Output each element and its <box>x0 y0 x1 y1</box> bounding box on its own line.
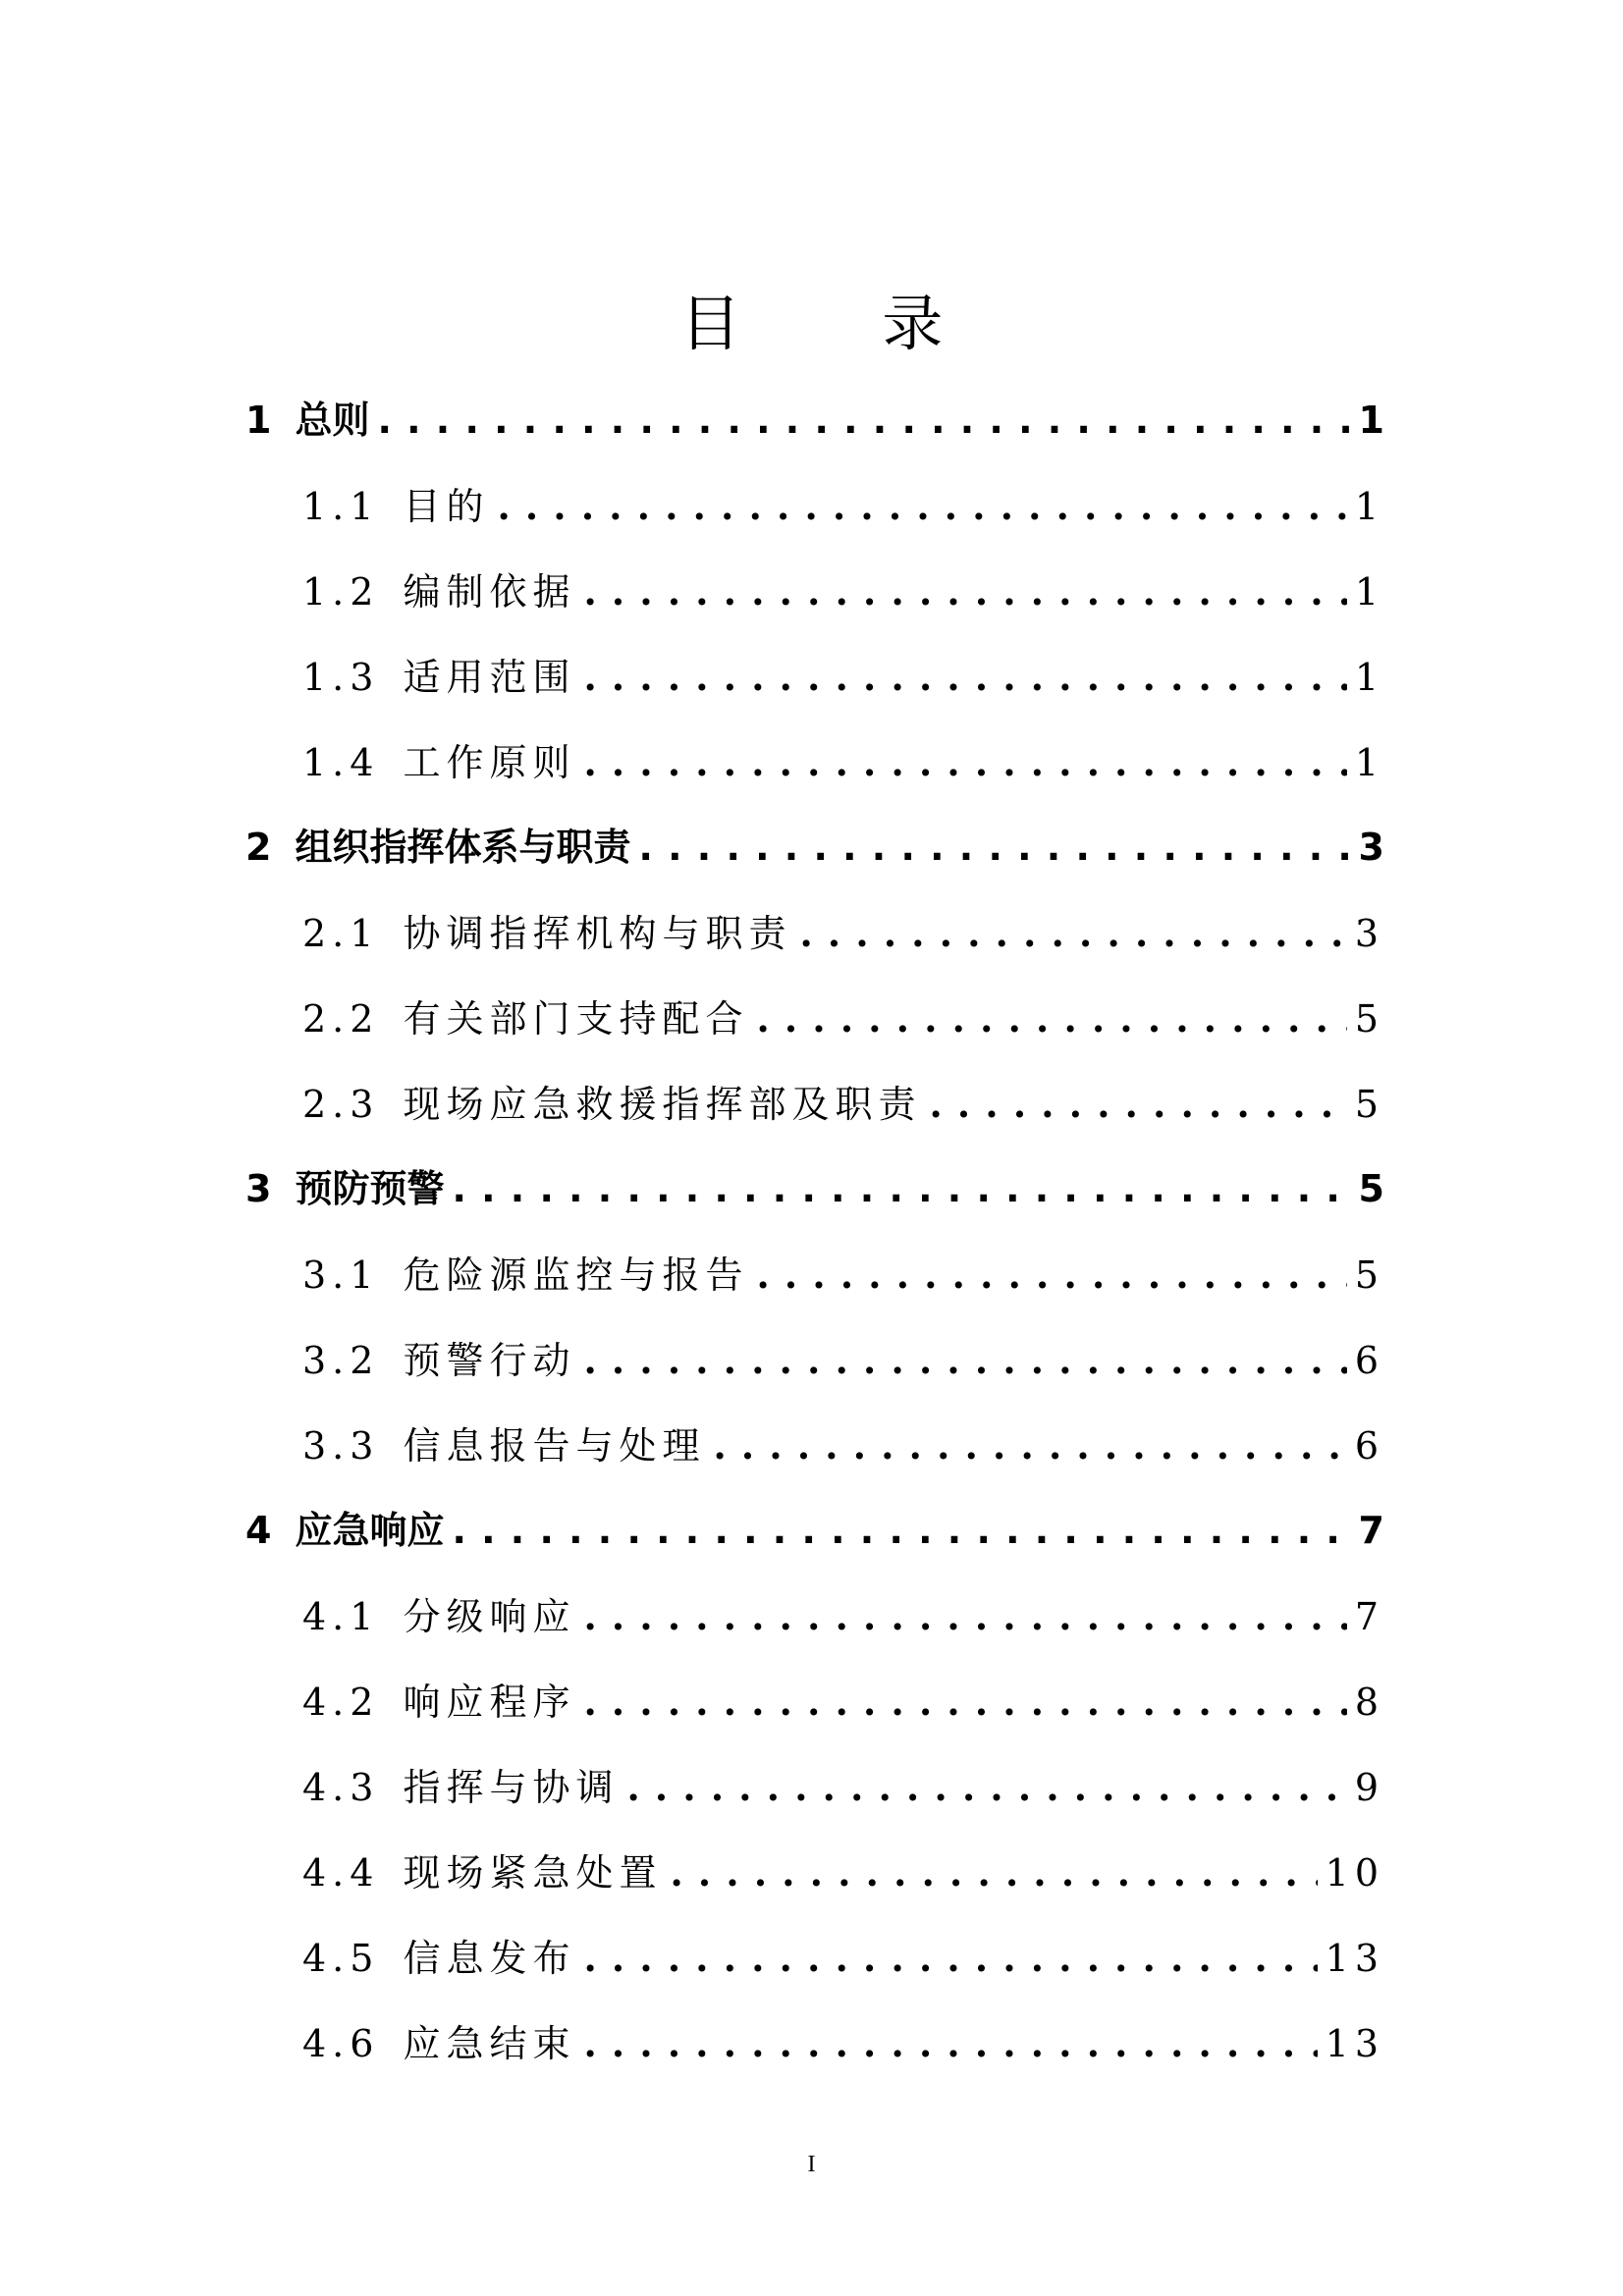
toc-section-entry[interactable] <box>245 890 1384 976</box>
toc-entry-number: 1.3 <box>302 656 380 699</box>
toc-entry-page-number: 7 <box>1358 1509 1384 1552</box>
toc-entry-title: 目的 <box>403 485 490 528</box>
toc-entry-page-number: 5 <box>1354 997 1384 1041</box>
toc-dot-leader <box>583 1574 1346 1659</box>
toc-dot-leader <box>626 1744 1346 1830</box>
toc-entry-number: 4.5 <box>302 1937 380 1980</box>
toc-entry-title: 应急结束 <box>403 2022 576 2065</box>
toc-dot-leader <box>452 1147 1350 1232</box>
toc-section-entry[interactable] <box>245 1744 1384 1830</box>
toc-dot-leader <box>583 720 1346 805</box>
toc-entry-number: 3 <box>245 1167 272 1210</box>
toc-entry-number: 1 <box>245 399 272 442</box>
toc-dot-leader <box>638 805 1350 890</box>
toc-dot-leader <box>583 549 1346 634</box>
toc-entry-number: 2 <box>245 826 272 869</box>
toc-entry-page-number: 5 <box>1354 1254 1384 1297</box>
toc-entry-number: 4.3 <box>302 1766 380 1809</box>
toc-section-entry[interactable] <box>245 1317 1384 1403</box>
toc-chapter-entry[interactable] <box>245 805 1384 890</box>
toc-entry-number: 2.2 <box>302 997 380 1041</box>
toc-dot-leader <box>756 976 1346 1061</box>
toc-dot-leader <box>583 1659 1346 1744</box>
toc-entry-title: 有关部门支持配合 <box>403 997 749 1041</box>
toc-entry-page-number: 3 <box>1358 826 1384 869</box>
toc-section-entry[interactable] <box>245 1915 1384 2001</box>
toc-dot-leader <box>583 2001 1317 2086</box>
toc-entry-title: 预警行动 <box>403 1339 576 1382</box>
toc-dot-leader <box>583 634 1346 720</box>
toc-entry-title: 工作原则 <box>403 741 576 784</box>
toc-entry-page-number: 13 <box>1325 1937 1384 1980</box>
toc-dot-leader <box>670 1830 1317 1915</box>
toc-entry-title: 指挥与协调 <box>403 1766 620 1809</box>
toc-dot-leader <box>583 1317 1346 1403</box>
toc-entry-page-number: 1 <box>1354 570 1384 614</box>
toc-entry-title: 信息发布 <box>403 1937 576 1980</box>
toc-section-entry[interactable] <box>245 720 1384 805</box>
toc-entry-page-number: 1 <box>1354 485 1384 528</box>
toc-entry-title: 现场应急救援指挥部及职责 <box>403 1083 922 1126</box>
toc-entry-title: 组织指挥体系与职责 <box>295 826 631 869</box>
toc-entry-number: 4.4 <box>302 1851 380 1895</box>
toc-section-entry[interactable] <box>245 976 1384 1061</box>
toc-section-entry[interactable] <box>245 1403 1384 1488</box>
toc-entry-number: 4 <box>245 1509 272 1552</box>
toc-entry-title: 应急响应 <box>295 1509 445 1552</box>
toc-dot-leader <box>929 1061 1346 1147</box>
toc-dot-leader <box>452 1488 1350 1574</box>
toc-chapter-entry[interactable] <box>245 1147 1384 1232</box>
toc-entry-page-number: 1 <box>1358 399 1384 442</box>
toc-entry-title: 分级响应 <box>403 1595 576 1638</box>
toc-entry-page-number: 6 <box>1354 1424 1384 1468</box>
toc-dot-leader <box>583 1915 1317 2001</box>
toc-entry-page-number: 1 <box>1354 741 1384 784</box>
toc-entry-number: 3.1 <box>302 1254 380 1297</box>
toc-entry-page-number: 7 <box>1354 1595 1384 1638</box>
toc-entry-title: 信息报告与处理 <box>403 1424 706 1468</box>
toc-entry-page-number: 10 <box>1325 1851 1384 1895</box>
toc-section-entry[interactable] <box>245 1574 1384 1659</box>
toc-entry-number: 4.1 <box>302 1595 380 1638</box>
toc-entry-number: 2.3 <box>302 1083 380 1126</box>
page-number-footer: I <box>807 2152 816 2177</box>
toc-chapter-entry[interactable] <box>245 378 1384 463</box>
toc-entry-number: 1.2 <box>302 570 380 614</box>
toc-section-entry[interactable] <box>245 1659 1384 1744</box>
toc-entry-page-number: 13 <box>1325 2022 1384 2065</box>
toc-section-entry[interactable] <box>245 1830 1384 1915</box>
toc-entry-title: 编制依据 <box>403 570 576 614</box>
toc-dot-leader <box>713 1403 1346 1488</box>
toc-entry-number: 1.4 <box>302 741 380 784</box>
toc-entry-number: 1.1 <box>302 485 380 528</box>
toc-section-entry[interactable] <box>245 1232 1384 1317</box>
toc-entry-page-number: 6 <box>1354 1339 1384 1382</box>
toc-entry-number: 4.6 <box>302 2022 380 2065</box>
toc-entry-page-number: 5 <box>1354 1083 1384 1126</box>
toc-entry-page-number: 9 <box>1354 1766 1384 1809</box>
toc-entry-number: 3.2 <box>302 1339 380 1382</box>
toc-section-entry[interactable] <box>245 1061 1384 1147</box>
table-of-contents <box>245 378 1384 2086</box>
toc-entry-title: 响应程序 <box>403 1681 576 1724</box>
toc-entry-number: 3.3 <box>302 1424 380 1468</box>
toc-entry-title: 现场紧急处置 <box>403 1851 663 1895</box>
toc-chapter-entry[interactable] <box>245 1488 1384 1574</box>
toc-dot-leader <box>377 378 1350 463</box>
toc-section-entry[interactable] <box>245 549 1384 634</box>
toc-section-entry[interactable] <box>245 634 1384 720</box>
toc-entry-number: 2.1 <box>302 912 380 955</box>
toc-entry-title: 总则 <box>295 399 370 442</box>
toc-entry-title: 危险源监控与报告 <box>403 1254 749 1297</box>
page-title: 目 录 <box>679 288 1004 359</box>
toc-entry-title: 适用范围 <box>403 656 576 699</box>
toc-dot-leader <box>497 463 1346 549</box>
toc-entry-title: 预防预警 <box>295 1167 445 1210</box>
toc-dot-leader <box>756 1232 1346 1317</box>
toc-entry-title: 协调指挥机构与职责 <box>403 912 792 955</box>
toc-entry-page-number: 5 <box>1358 1167 1384 1210</box>
toc-entry-number: 4.2 <box>302 1681 380 1724</box>
toc-entry-page-number: 8 <box>1354 1681 1384 1724</box>
toc-entry-page-number: 3 <box>1354 912 1384 955</box>
toc-section-entry[interactable] <box>245 463 1384 549</box>
toc-dot-leader <box>799 890 1346 976</box>
toc-section-entry[interactable] <box>245 2001 1384 2086</box>
toc-entry-page-number: 1 <box>1354 656 1384 699</box>
